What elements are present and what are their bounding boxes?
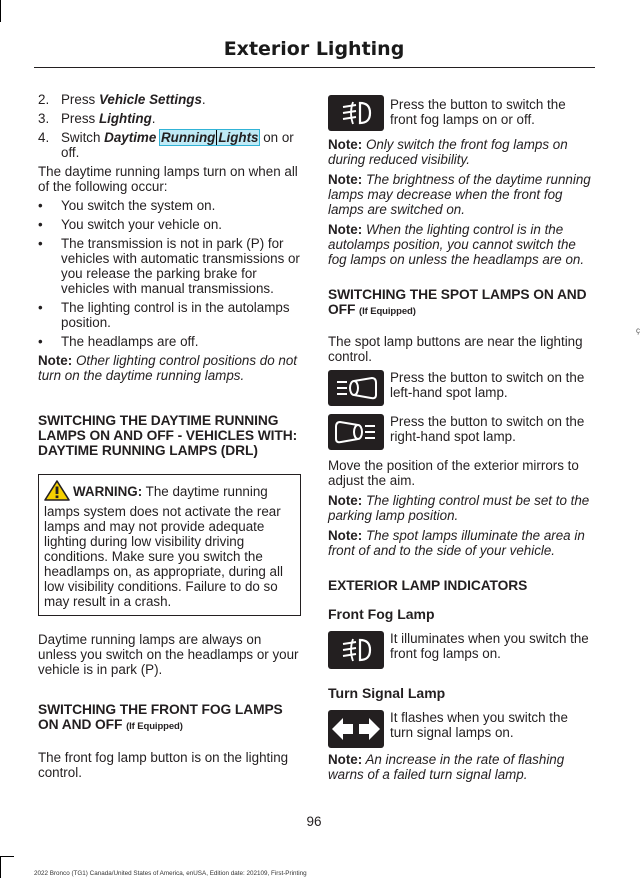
drl-conditions-list — [38, 198, 301, 349]
left-column — [38, 92, 301, 780]
front-fog-lamp-icon — [328, 95, 384, 131]
turn-signal-heading: Turn Signal Lamp — [328, 685, 446, 701]
right-column — [328, 92, 594, 782]
crop-mark-bottom — [0, 856, 14, 857]
mirror-aim-text: Move the position of the exterior mirrors to adjust the aim. — [328, 458, 579, 488]
list-item: • You switch your vehicle on. — [38, 217, 223, 232]
page-title: Exterior Lighting — [223, 38, 405, 60]
warning-triangle-icon — [44, 480, 70, 504]
warning-box: WARNING: The daytime running lamps system does not activate the rear lamps and may not provide adequate lighting during low visibility driving conditions. Make sure you switch the headlamps on, as appropriate, during all low visibility conditions. Failure to do so may result in a crash. — [38, 474, 301, 616]
note-fog-visibility: Note: Only switch the front fog lamps on during reduced visibility. — [328, 137, 568, 167]
fog-section-heading: SWITCHING THE FRONT FOG LAMPS ON AND OFF (If Equipped) — [38, 702, 283, 732]
list-item: • The lighting control is in the autolamps position. — [38, 300, 290, 330]
note-drl-brightness: Note: The brightness of the daytime running lamps may decrease when the front fog lamps are switched on. — [328, 172, 591, 217]
note-spot-illuminate: Note: The spot lamps illuminate the area in front of and to the side of your vehicle. — [328, 528, 585, 558]
indicators-heading: EXTERIOR LAMP INDICATORS — [328, 578, 528, 593]
spot-left-row: Press the button to switch on the left-hand spot lamp. — [328, 370, 594, 406]
crop-mark-top — [0, 0, 1, 22]
list-item: • The transmission is not in park (P) for vehicles with automatic transmissions or you release the parking brake for vehicles with manual transmissions. — [38, 236, 300, 296]
right-spot-lamp-icon — [328, 414, 384, 450]
fog-indicator-icon — [328, 631, 384, 669]
fog-indicator-row: It illuminates when you switch the front fog lamps on. — [328, 631, 594, 669]
fog-button-location-text: The front fog lamp button is on the lighting control. — [38, 750, 289, 780]
note-parking-lamp: Note: The lighting control must be set to the parking lamp position. — [328, 493, 590, 523]
list-item: • You switch the system on. — [38, 198, 216, 213]
fog-indicator-heading: Front Fog Lamp — [328, 606, 435, 622]
fog-button-row: Press the button to switch the front fog lamps on or off. — [328, 95, 594, 131]
step-3: 3. Press Lighting. — [38, 111, 156, 126]
header-divider — [34, 67, 595, 68]
note-autolamps: Note: When the lighting control is in the autolamps position, you cannot switch the fog lamps on unless the headlamps are on. — [328, 222, 585, 267]
spot-section-heading: SWITCHING THE SPOT LAMPS ON AND OFF (If Equipped) — [328, 287, 587, 317]
turn-signal-row: It flashes when you switch the turn signal lamps on. — [328, 710, 594, 748]
left-spot-lamp-icon — [328, 370, 384, 406]
drl-always-on-text: Daytime running lamps are always on unless you switch on the headlamps or your vehicle is in park (P). — [38, 632, 299, 677]
spot-intro: The spot lamp buttons are near the lighting control. — [328, 334, 583, 364]
spot-right-row: Press the button to switch on the right-hand spot lamp. — [328, 414, 594, 450]
footer-edition-text: 2022 Bronco (TG1) Canada/United States of America, enUSA, Edition date: 202109, First-Printing — [34, 870, 307, 877]
list-item: • The headlamps are off. — [38, 334, 199, 349]
edge-mark: ç — [636, 326, 640, 335]
crop-mark-bottom-left — [0, 856, 1, 878]
step-4: 4. Switch Daytime Running Lights on or off. — [38, 130, 294, 160]
turn-signal-arrows-icon — [328, 710, 384, 748]
note-turn-signal: Note: An increase in the rate of flashing warns of a failed turn signal lamp. — [328, 752, 565, 782]
drl-section-heading: SWITCHING THE DAYTIME RUNNING LAMPS ON AND OFF - VEHICLES WITH: DAYTIME RUNNING LAMPS (DRL) — [38, 413, 298, 458]
text-selection-highlight[interactable]: Running Lights — [161, 130, 259, 145]
drl-intro: The daytime running lamps turn on when all of the following occur: — [38, 164, 298, 194]
step-2: 2. Press Vehicle Settings. — [38, 92, 206, 107]
page-number: 96 — [306, 814, 322, 829]
note-other-positions: Note: Other lighting control positions do not turn on the daytime running lamps. — [38, 353, 298, 383]
